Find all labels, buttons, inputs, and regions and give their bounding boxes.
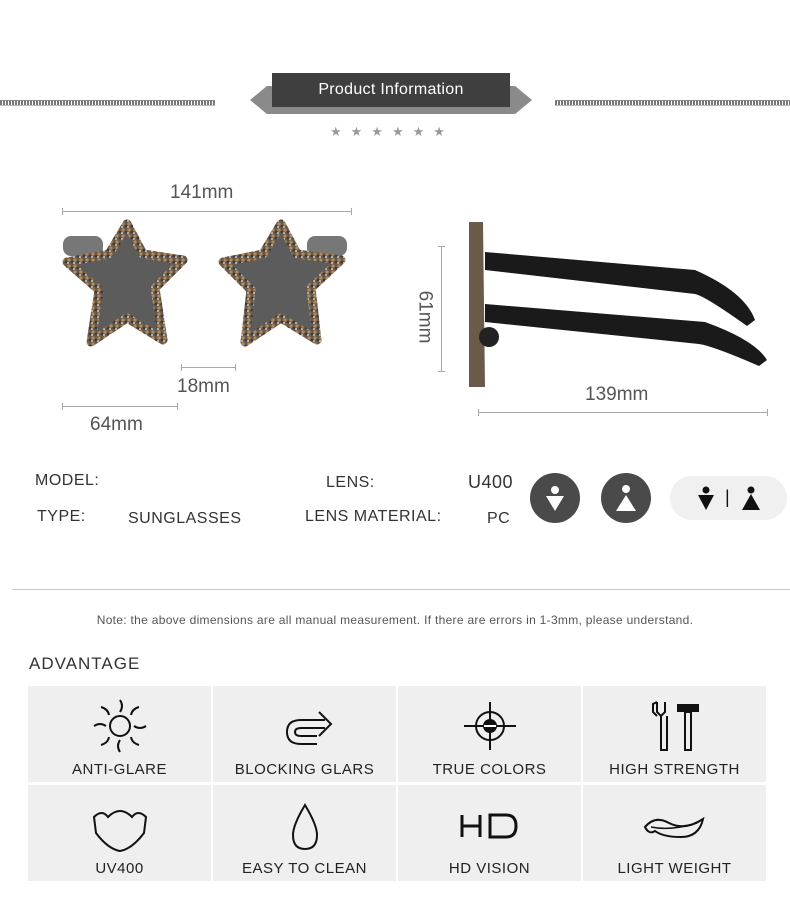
crosshair-icon xyxy=(460,698,520,754)
glasses-front-image xyxy=(55,210,365,370)
unisex-badge xyxy=(670,476,787,520)
lens-width-label: 64mm xyxy=(90,414,143,435)
lens-width-line xyxy=(62,406,178,407)
front-frame-edge xyxy=(469,222,485,387)
male-icon xyxy=(530,473,580,523)
lens-material-value: PC xyxy=(487,510,511,527)
lens-height-line xyxy=(441,246,442,372)
lens-material-label: LENS MATERIAL: xyxy=(305,508,442,525)
advantage-blocking-glars xyxy=(213,686,396,782)
advantage-easy-to-clean xyxy=(213,785,396,881)
female-icon xyxy=(737,484,765,512)
advantage-anti-glare xyxy=(28,686,211,782)
nose-pad xyxy=(479,327,499,347)
temple-lower xyxy=(485,304,767,366)
total-width-line xyxy=(62,211,352,212)
type-value: SUNGLASSES xyxy=(128,510,242,527)
gender-divider: | xyxy=(725,487,730,507)
lens-height-label: 61mm xyxy=(414,290,436,344)
return-arrow-icon xyxy=(275,698,335,754)
temple-length-label: 139mm xyxy=(585,384,649,405)
advantage-true-colors xyxy=(398,686,581,782)
lens-value: U400 xyxy=(468,472,514,492)
page-title: Product Information xyxy=(272,73,510,107)
section-divider xyxy=(12,589,790,590)
temple-length-line xyxy=(478,412,768,413)
advantage-label: ANTI-GLARE xyxy=(71,761,167,778)
advantage-light-weight xyxy=(583,785,766,881)
advantage-label: BLOCKING GLARS xyxy=(234,761,375,778)
rating-stars: ★★★★★★ xyxy=(330,124,454,139)
model-label: MODEL: xyxy=(35,472,100,489)
header-line-left xyxy=(0,100,215,106)
male-icon xyxy=(692,484,720,512)
lens-label: LENS: xyxy=(326,474,375,491)
measurement-note: Note: the above dimensions are all manual measurement. If there are errors in 1-3mm, please understand. xyxy=(96,613,694,627)
bridge-label: 18mm xyxy=(177,376,230,397)
advantage-hd-vision xyxy=(398,785,581,881)
advantage-label: HIGH STRENGTH xyxy=(609,761,740,778)
sun-icon xyxy=(90,698,150,754)
advantage-label: TRUE COLORS xyxy=(432,761,547,778)
tools-icon xyxy=(643,698,707,754)
total-width-label: 141mm xyxy=(170,182,234,203)
drop-icon xyxy=(275,797,335,853)
female-icon xyxy=(601,473,651,523)
bridge-line xyxy=(181,367,236,368)
advantage-label: UV400 xyxy=(95,860,144,877)
advantage-label: HD VISION xyxy=(448,860,531,877)
advantage-uv400 xyxy=(28,785,211,881)
advantage-title: ADVANTAGE xyxy=(29,654,141,673)
male-button[interactable] xyxy=(530,473,580,523)
type-label: TYPE: xyxy=(37,508,86,525)
feather-icon xyxy=(641,797,709,853)
hd-icon xyxy=(458,797,522,853)
header-line-right xyxy=(555,100,790,106)
advantage-high-strength xyxy=(583,686,766,782)
advantage-label: EASY TO CLEAN xyxy=(242,860,367,877)
advantage-label: LIGHT WEIGHT xyxy=(617,860,732,877)
shield-icon xyxy=(88,797,152,853)
glasses-side-image xyxy=(455,212,775,392)
female-button[interactable] xyxy=(601,473,651,523)
